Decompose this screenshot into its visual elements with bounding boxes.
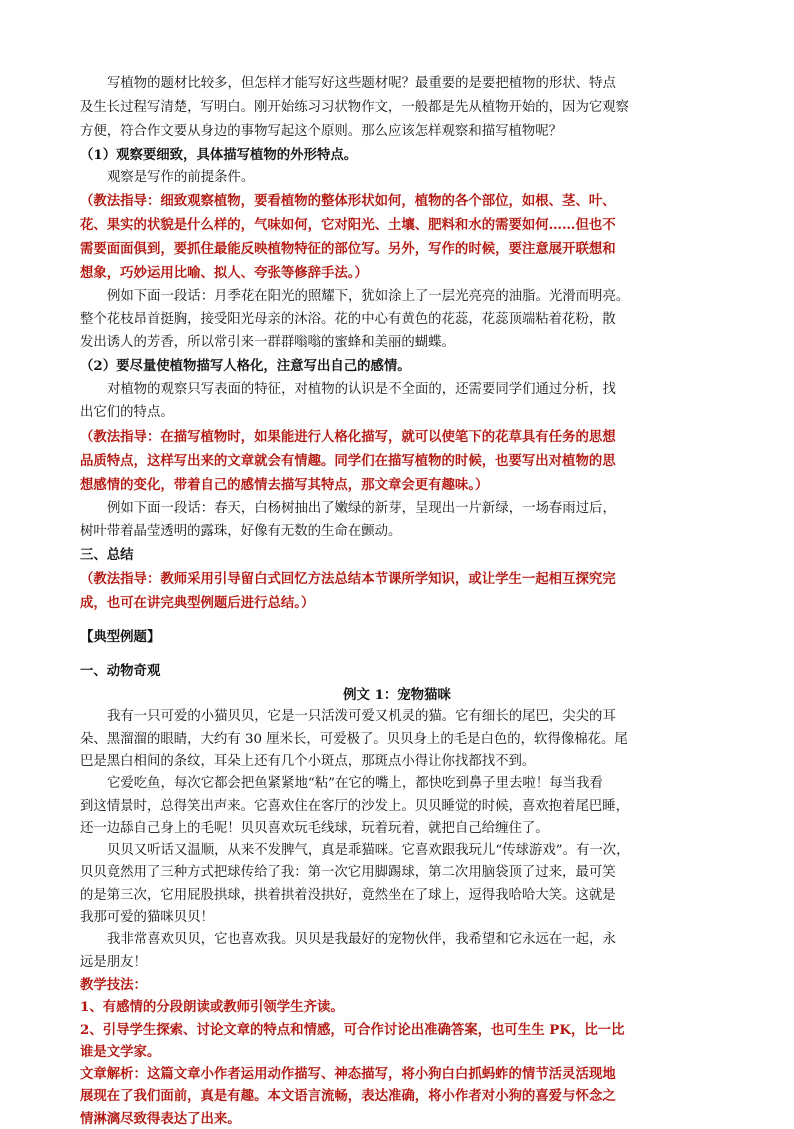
intro-line: 写植物的题材比较多，但怎样才能写好这些题材呢？最重要的是要把植物的形状、特点 [107, 76, 616, 91]
section-1-paragraph: 观察是写作的前提条件。 [107, 170, 255, 185]
section-1-title: （1）观察要细致，具体描写植物的外形特点。 [80, 147, 358, 163]
example-line: 例如下面一段话：春天，白杨树抽出了嫩绿的新芽，呈现出一片新绿，一场春雨过后， [107, 501, 616, 516]
essay-line: 贝贝竟然用了三种方式把球传给了我：第一次它用脚踢球，第二次用脑袋顶了过来，最可笑 [80, 865, 616, 881]
analysis-line: 文章解析：这篇文章小作者运用动作描写、神态描写，将小狗白白抓蚂蚱的情节活灵活现地 [80, 1066, 616, 1083]
teaching-guide: 想象，巧妙运用比喻、拟人、夸张等修辞手法。） [80, 265, 368, 281]
analysis-line: 情淋漓尽致得表达了出来。 [80, 1110, 241, 1127]
teaching-guide: （教法指导：在描写植物时，如果能进行人格化描写，就可以使笔下的花草具有任务的思想 [80, 429, 616, 445]
animal-section-title: 一、动物奇观 [80, 663, 161, 679]
teaching-guide: （教法指导：细致观察植物，要看植物的整体形状如何，植物的各个部位，如根、茎、叶、 [80, 193, 616, 209]
example-line: 整个花枝昂首挺胸，接受阳光母亲的沐浴。花的中心有黄色的花蕊，花蕊顶端粘着花粉，散 [80, 312, 616, 327]
teaching-guide: 需要面面俱到，要抓住最能反映植物特征的部位写。另外，写作的时候，要注意展开联想和 [80, 241, 616, 257]
essay-line: 贝贝又听话又温顺，从来不发脾气，真是乖猫咪。它喜欢跟我玩儿“传球游戏”。有一次， [107, 843, 630, 859]
example-line: 发出诱人的芳香，所以常引来一群群嗡嗡的蜜蜂和美丽的蝴蝶。 [80, 335, 455, 350]
analysis-line: 展现在了我们面前，真是有趣。本文语言流畅，表达准确，将小作者对小狗的喜爱与怀念之 [80, 1088, 616, 1105]
intro-line: 及生长过程写清楚，写明白。刚开始练习习状物作文，一般都是先从植物开始的，因为它观察 [80, 100, 630, 115]
essay-line: 的是第三次，它用屁股拱球，拱着拱着没拱好，竟然坐在了球上，逗得我哈哈大笑。这就是 [80, 887, 616, 903]
teaching-guide: 品质特点，这样写出来的文章就会有情趣。同学们在描写植物的时候，也要写出对植物的思 [80, 453, 616, 469]
essay-line: 我那可爱的猫咪贝贝！ [80, 910, 214, 925]
essay-title: 例文 1：宠物猫咪 [343, 687, 451, 703]
teaching-method-title: 教学技法： [80, 976, 147, 993]
teaching-guide: 成，也可在讲完典型例题后进行总结。） [80, 595, 315, 611]
example-line: 树叶带着晶莹透明的露珠，好像有无数的生命在颤动。 [80, 524, 402, 539]
teaching-guide: （教法指导：教师采用引导留白式回忆方法总结本节课所学知识，或让学生一起相互探究完 [80, 571, 616, 587]
essay-line: 朵、黑溜溜的眼睛，大约有 30 厘米长，可爱极了。贝贝身上的毛是白色的，软得像棉花。尾 [80, 731, 628, 747]
essay-line: 我非常喜欢贝贝，它也喜欢我。贝贝是我最好的宠物伙伴，我希望和它永远在一起，永 [107, 932, 616, 948]
essay-line: 还一边舔自己身上的毛呢！贝贝喜欢玩毛线球，玩着玩着，就把自己给缠住了。 [80, 820, 549, 836]
section-2-paragraph: 出它们的特点。 [80, 405, 174, 420]
intro-line: 方便，符合作文要从身边的事物写起这个原则。那么应该怎样观察和描写植物呢？ [80, 124, 563, 139]
section-3-title: 三、总结 [80, 547, 134, 563]
teaching-guide: 花、果实的状貌是什么样的，气味如何，它对阳光、土壤、肥料和水的需要如何……但也不 [80, 217, 616, 233]
section-2-paragraph: 对植物的观察只写表面的特征，对植物的认识是不全面的，还需要同学们通过分析，找 [107, 382, 616, 397]
typical-examples-heading: 【典型例题】 [80, 629, 161, 645]
essay-line: 它爱吃鱼，每次它都会把鱼紧紧地“粘”在它的嘴上，都快吃到鼻子里去啦！每当我看 [107, 776, 603, 792]
section-2-title: （2）要尽量使植物描写人格化，注意写出自己的感情。 [80, 358, 411, 374]
essay-line: 我有一只可爱的小猫贝贝，它是一只活泼可爱又机灵的猫。它有细长的尾巴，尖尖的耳 [107, 709, 616, 725]
teaching-method-item: 谁是文学家。 [80, 1043, 161, 1060]
essay-line: 巴是黑白相间的条纹，耳朵上还有几个小斑点，那斑点小得让你找都找不到。 [80, 753, 536, 769]
example-line: 例如下面一段话：月季花在阳光的照耀下，犹如涂上了一层光亮亮的油脂。光滑而明亮。 [107, 289, 630, 304]
teaching-guide: 想感情的变化，带着自己的感情去描写其特点，那文章会更有趣味。） [80, 477, 489, 493]
essay-line: 到这情景时，总得笑出声来。它喜欢住在客厅的沙发上。贝贝睡觉的时候，喜欢抱着尾巴睡， [80, 798, 630, 814]
essay-line: 远是朋友！ [80, 954, 147, 970]
teaching-method-item: 2、引导学生探索、讨论文章的特点和情感，可合作讨论出准确答案，也可生生 PK，比一比 [80, 1021, 625, 1038]
teaching-method-item: 1、有感情的分段朗读或教师引领学生齐读。 [80, 999, 344, 1016]
